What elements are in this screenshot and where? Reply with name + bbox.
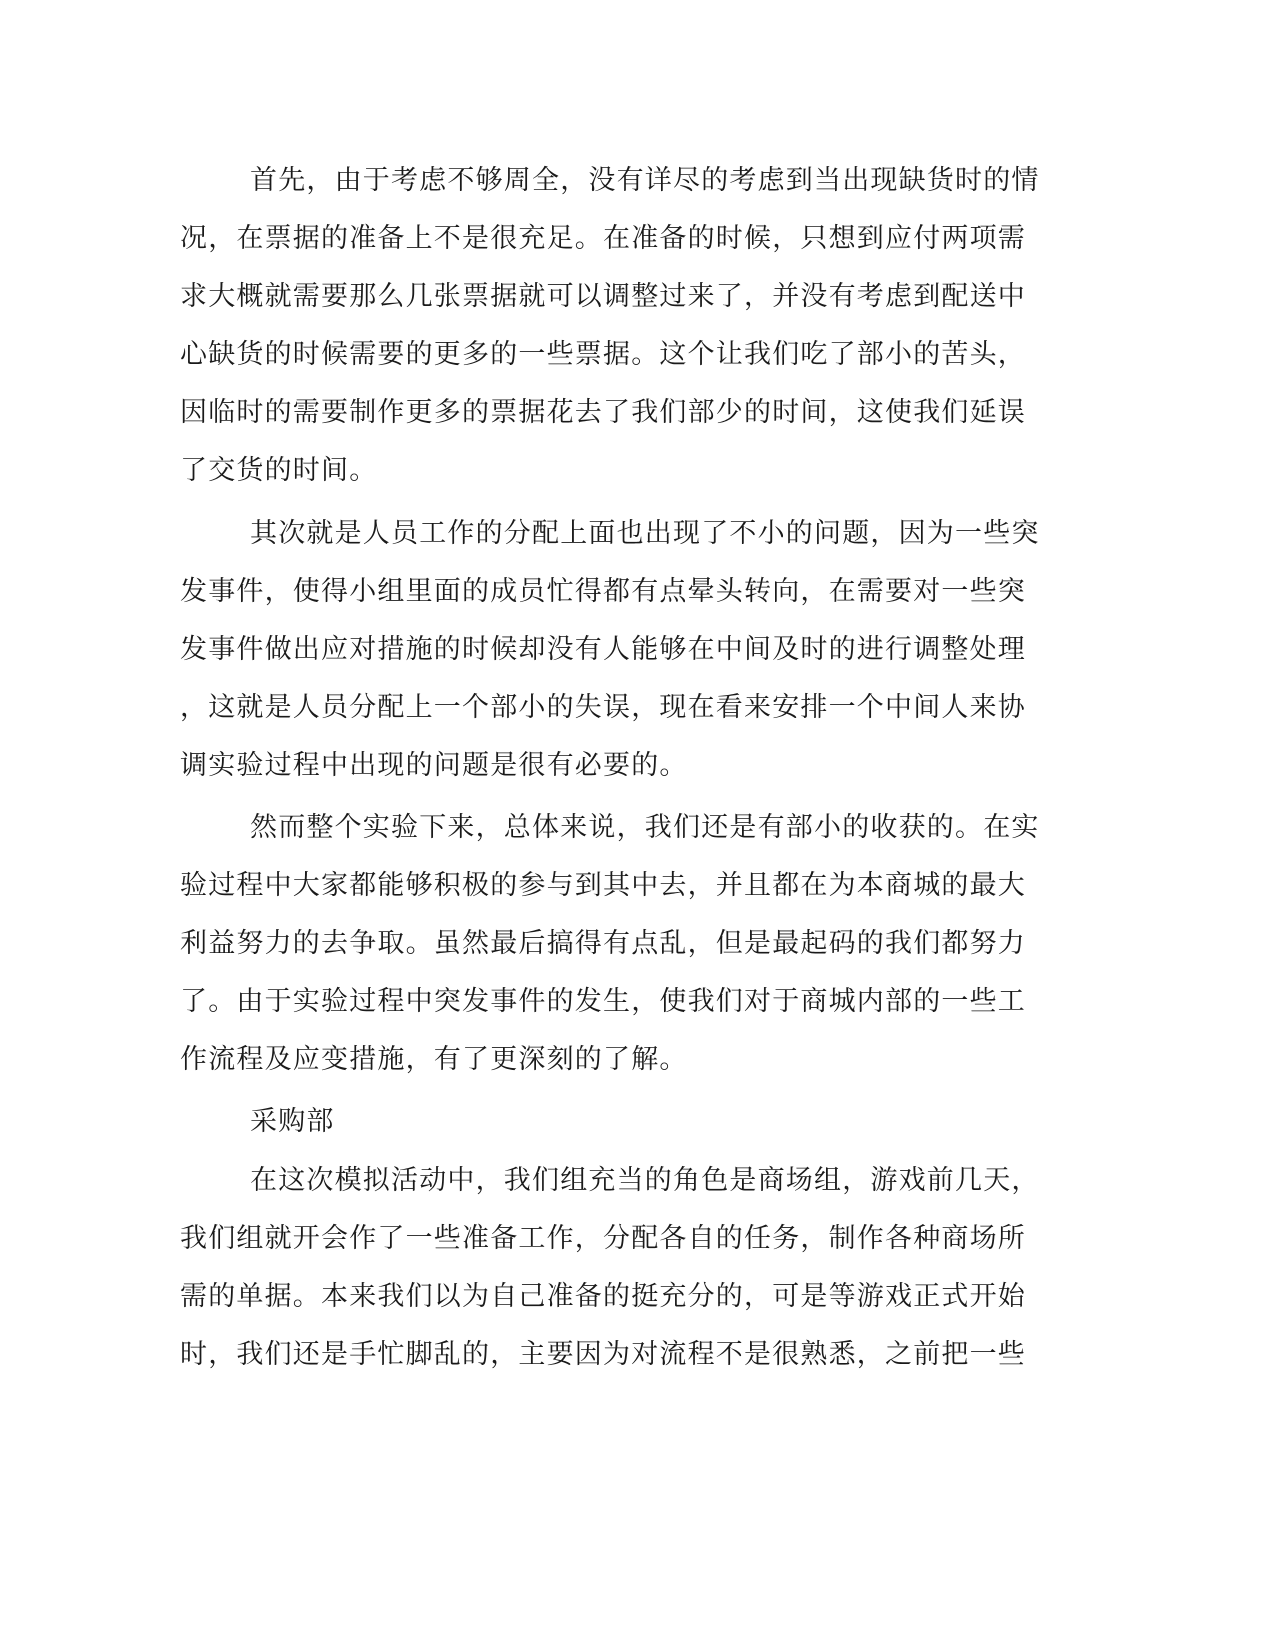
paragraph-3-line-5: 作流程及应变措施，有了更深刻的了解。: [180, 1044, 688, 1075]
paragraph-1-line-4: 心缺货的时候需要的更多的一些票据。这个让我们吃了部小的苦头，: [180, 339, 1026, 370]
paragraph-3-line-2: 验过程中大家都能够积极的参与到其中去，并且都在为本商城的最大: [180, 870, 1026, 901]
section-heading-purchasing: 采购部: [250, 1106, 335, 1137]
paragraph-2-line-4: ，这就是人员分配上一个部小的失误，现在看来安排一个中间人来协: [180, 692, 1026, 723]
paragraph-5-line-1: 在这次模拟活动中，我们组充当的角色是商场组，游戏前几天，: [250, 1165, 1040, 1196]
paragraph-1-line-1: 首先，由于考虑不够周全，没有详尽的考虑到当出现缺货时的情: [250, 165, 1040, 196]
paragraph-1-line-2: 况，在票据的准备上不是很充足。在准备的时候，只想到应付两项需: [180, 223, 1026, 254]
paragraph-3-line-3: 利益努力的去争取。虽然最后搞得有点乱，但是最起码的我们都努力: [180, 928, 1026, 959]
paragraph-1-line-6: 了交货的时间。: [180, 455, 378, 486]
paragraph-2-line-2: 发事件，使得小组里面的成员忙得都有点晕头转向，在需要对一些突: [180, 576, 1026, 607]
paragraph-3-line-1: 然而整个实验下来，总体来说，我们还是有部小的收获的。在实: [250, 812, 1040, 843]
paragraph-5-line-2: 我们组就开会作了一些准备工作，分配各自的任务，制作各种商场所: [180, 1223, 1026, 1254]
paragraph-1-line-3: 求大概就需要那么几张票据就可以调整过来了，并没有考虑到配送中: [180, 281, 1026, 312]
paragraph-5-line-4: 时，我们还是手忙脚乱的，主要因为对流程不是很熟悉，之前把一些: [180, 1339, 1026, 1370]
paragraph-2-line-1: 其次就是人员工作的分配上面也出现了不小的问题，因为一些突: [250, 518, 1040, 549]
paragraph-5-line-3: 需的单据。本来我们以为自己准备的挺充分的，可是等游戏正式开始: [180, 1281, 1026, 1312]
paragraph-3-line-4: 了。由于实验过程中突发事件的发生，使我们对于商城内部的一些工: [180, 986, 1026, 1017]
paragraph-2-line-3: 发事件做出应对措施的时候却没有人能够在中间及时的进行调整处理: [180, 634, 1026, 665]
paragraph-2-line-5: 调实验过程中出现的问题是很有必要的。: [180, 750, 688, 781]
paragraph-1-line-5: 因临时的需要制作更多的票据花去了我们部少的时间，这使我们延误: [180, 397, 1026, 428]
